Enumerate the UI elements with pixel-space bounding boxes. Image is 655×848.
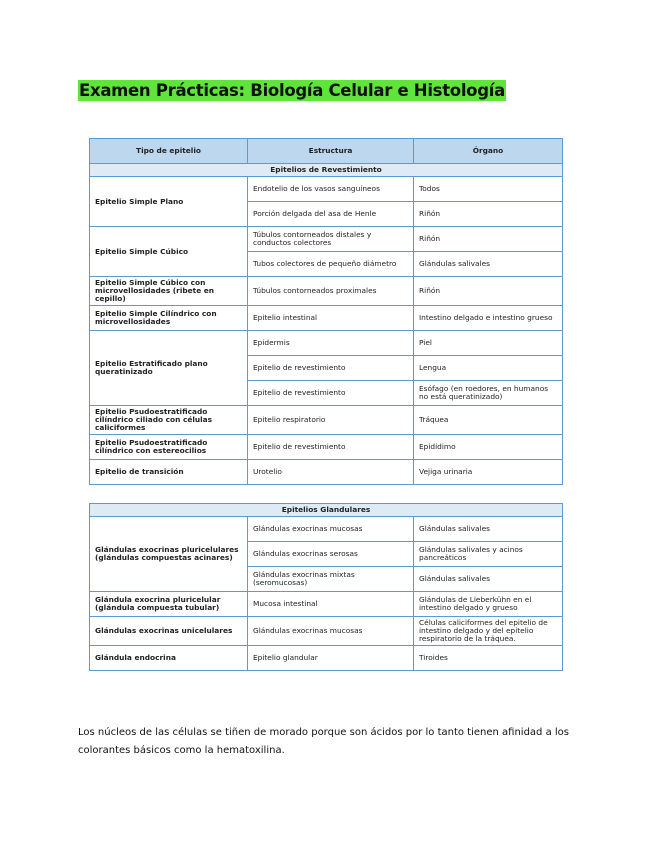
organo-cell: Intestino delgado e intestino grueso [414, 306, 563, 331]
organo-cell: Tráquea [414, 406, 563, 435]
tipo-cell: Epitelio Simple Cúbico [90, 227, 248, 277]
organo-cell: Riñón [414, 202, 563, 227]
tipo-cell: Epitelio Estratificado plano queratinizado [90, 331, 248, 406]
tipo-cell: Epitelio Simple Plano [90, 177, 248, 227]
table-row [90, 592, 563, 617]
tipo-cell: Glándula endocrina [90, 646, 248, 671]
estructura-cell: Endotelio de los vasos sanguíneos [248, 177, 414, 202]
organo-cell: Vejiga urinaria [414, 460, 563, 485]
organo-cell: Todos [414, 177, 563, 202]
estructura-cell: Glándulas exocrinas mixtas (seromucosas) [248, 567, 414, 592]
header-organo: Órgano [414, 139, 563, 164]
estructura-cell: Glándulas exocrinas serosas [248, 542, 414, 567]
estructura-cell: Epidermis [248, 331, 414, 356]
estructura-cell: Epitelio glandular [248, 646, 414, 671]
section-row [90, 164, 563, 177]
organo-cell: Lengua [414, 356, 563, 381]
table-row [90, 460, 563, 485]
estructura-cell: Tubos colectores de pequeño diámetro [248, 252, 414, 277]
estructura-cell: Urotelio [248, 460, 414, 485]
organo-cell: Glándulas salivales [414, 517, 563, 542]
organo-cell: Tiroides [414, 646, 563, 671]
estructura-cell: Epitelio de revestimiento [248, 381, 414, 406]
table-row [90, 227, 563, 252]
organo-cell: Glándulas de Lieberkühn en el intestino delgado y grueso [414, 592, 563, 617]
organo-cell: Células caliciformes del epitelio de intestino delgado y del epitelio respiratorio de la tráquea. [414, 617, 563, 646]
header-tipo: Tipo de epitelio [90, 139, 248, 164]
table-row [90, 406, 563, 435]
estructura-cell: Glándulas exocrinas mucosas [248, 617, 414, 646]
estructura-cell: Epitelio de revestimiento [248, 435, 414, 460]
table-row [90, 435, 563, 460]
organo-cell: Glándulas salivales [414, 567, 563, 592]
epitelios-glandulares-table [89, 503, 563, 671]
epitelios-revestimiento-table [89, 138, 563, 485]
tipo-cell: Epitelio Simple Cúbico con microvellosidades (ribete en cepillo) [90, 277, 248, 306]
estructura-cell: Porción delgada del asa de Henle [248, 202, 414, 227]
section-row [90, 504, 563, 517]
organo-cell: Esófago (en roedores, en humanos no está queratinizado) [414, 381, 563, 406]
table-row [90, 646, 563, 671]
table-row [90, 331, 563, 356]
estructura-cell: Glándulas exocrinas mucosas [248, 517, 414, 542]
tipo-cell: Glándulas exocrinas pluricelulares (glándulas compuestas acinares) [90, 517, 248, 592]
body-paragraph: Los núcleos de las células se tiñen de morado porque son ácidos por lo tanto tienen afinidad a los colorantes básicos como la hematoxilina. [78, 727, 569, 756]
section-title: Epitelios Glandulares [90, 504, 563, 517]
organo-cell: Epidídimo [414, 435, 563, 460]
organo-cell: Glándulas salivales y acinos pancreáticos [414, 542, 563, 567]
header-estructura: Estructura [248, 139, 414, 164]
table-row [90, 177, 563, 202]
table-row [90, 617, 563, 646]
table-row [90, 277, 563, 306]
estructura-cell: Epitelio respiratorio [248, 406, 414, 435]
organo-cell: Piel [414, 331, 563, 356]
estructura-cell: Túbulos contorneados distales y conductos colectores [248, 227, 414, 252]
organo-cell: Glándulas salivales [414, 252, 563, 277]
tipo-cell: Glándula exocrina pluricelular (glándula compuesta tubular) [90, 592, 248, 617]
tipo-cell: Glándulas exocrinas unicelulares [90, 617, 248, 646]
tipo-cell: Epitelio Psudoestratificado cilíndrico ciliado con células caliciformes [90, 406, 248, 435]
table-row [90, 306, 563, 331]
table-header-row [90, 139, 563, 164]
tipo-cell: Epitelio de transición [90, 460, 248, 485]
tipo-cell: Epitelio Simple Cilíndrico con microvellosidades [90, 306, 248, 331]
page-title: Examen Prácticas: Biología Celular e Histología [79, 81, 505, 100]
estructura-cell: Túbulos contorneados proximales [248, 277, 414, 306]
estructura-cell: Mucosa intestinal [248, 592, 414, 617]
section-title: Epitelios de Revestimiento [90, 164, 563, 177]
table-row [90, 517, 563, 542]
estructura-cell: Epitelio de revestimiento [248, 356, 414, 381]
organo-cell: Riñón [414, 277, 563, 306]
organo-cell: Riñón [414, 227, 563, 252]
estructura-cell: Epitelio intestinal [248, 306, 414, 331]
tipo-cell: Epitelio Psudoestratificado cilíndrico con estereocilios [90, 435, 248, 460]
